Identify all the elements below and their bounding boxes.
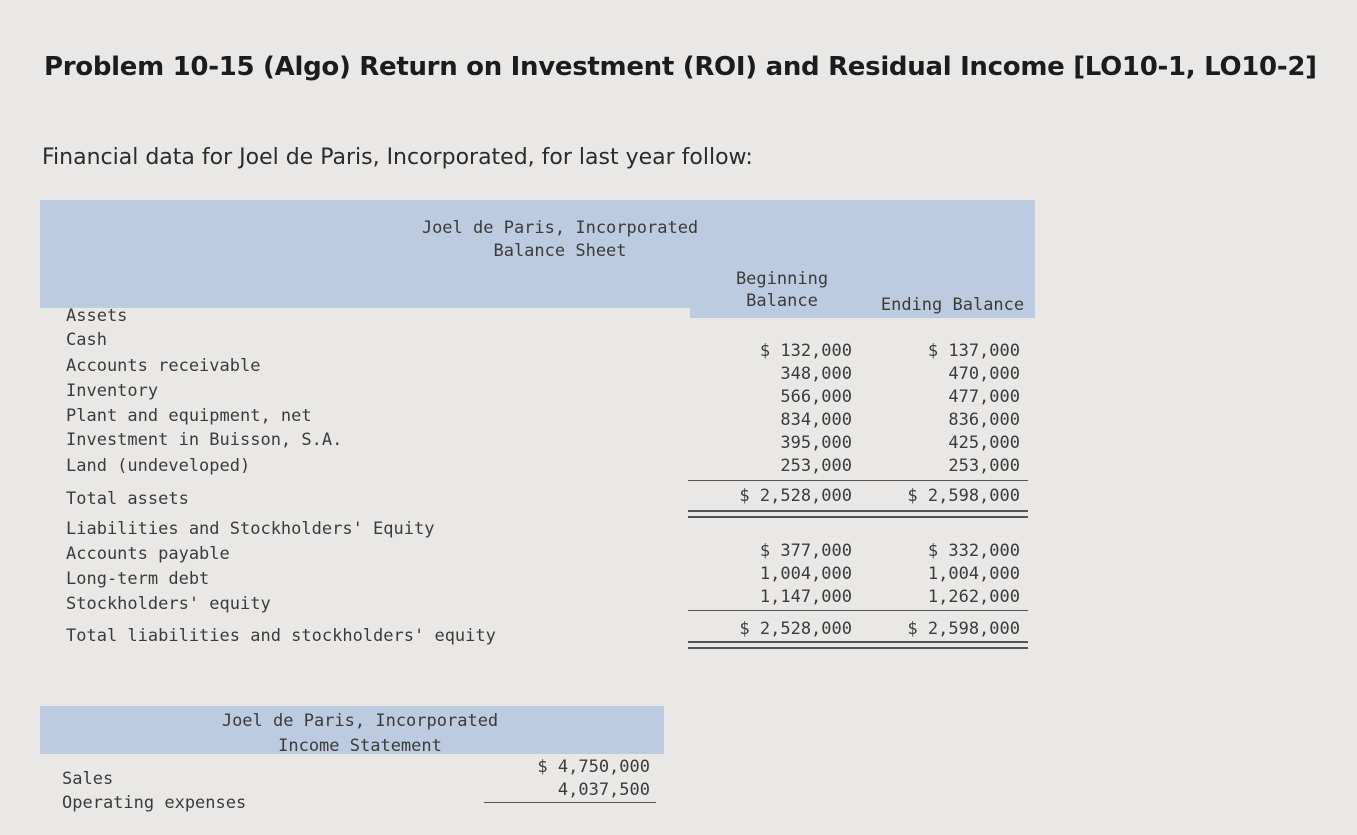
asset-ending-value: $ 137,000 — [927, 341, 1020, 361]
liability-label: Long-term debt — [66, 569, 210, 589]
asset-beginning-value: 566,000 — [780, 387, 852, 407]
asset-ending-value: 470,000 — [948, 364, 1020, 384]
problem-title: Problem 10-15 (Algo) Return on Investment (ROI) and Residual Income [LO10-1, LO10-2] — [44, 52, 1317, 82]
intro-text: Financial data for Joel de Paris, Incorporated, for last year follow: — [42, 145, 753, 170]
subtotal-rule — [484, 802, 656, 803]
income-row-amount: 4,037,500 — [557, 780, 650, 800]
total-liabilities-beginning: $ 2,528,000 — [739, 619, 852, 639]
asset-ending-value: 425,000 — [948, 433, 1020, 453]
total-assets-double-rule — [688, 510, 1028, 518]
asset-label: Land (undeveloped) — [66, 456, 251, 476]
beginning-header-line-1: Beginning — [735, 269, 829, 289]
subtotal-rule — [688, 610, 1028, 611]
total-liabilities-double-rule — [688, 641, 1028, 649]
total-liabilities-label: Total liabilities and stockholders' equity — [66, 626, 496, 646]
asset-label: Inventory — [66, 381, 159, 401]
liability-beginning-value: 1,147,000 — [759, 587, 852, 607]
asset-beginning-value: $ 132,000 — [759, 341, 852, 361]
liabilities-heading: Liabilities and Stockholders' Equity — [66, 519, 435, 539]
liability-beginning-value: $ 377,000 — [759, 541, 852, 561]
liability-beginning-value: 1,004,000 — [759, 564, 852, 584]
income-statement-title: Income Statement — [278, 736, 442, 756]
balance-sheet-company: Joel de Paris, Incorporated — [421, 218, 699, 238]
asset-label: Plant and equipment, net — [66, 406, 312, 426]
balance-sheet-title: Balance Sheet — [493, 241, 627, 261]
total-assets-label: Total assets — [66, 489, 189, 509]
beginning-balance-header — [712, 268, 852, 312]
income-row-label: Sales — [62, 769, 114, 789]
beginning-header-line-2: Balance — [746, 291, 818, 311]
liability-label: Stockholders' equity — [66, 594, 271, 614]
liability-ending-value: 1,262,000 — [927, 587, 1020, 607]
asset-ending-value: 477,000 — [948, 387, 1020, 407]
asset-beginning-value: 395,000 — [780, 433, 852, 453]
ending-balance-header: Ending Balance — [880, 295, 1025, 315]
asset-beginning-value: 834,000 — [780, 410, 852, 430]
asset-beginning-value: 253,000 — [780, 456, 852, 476]
asset-label: Investment in Buisson, S.A. — [66, 430, 343, 450]
income-statement-company: Joel de Paris, Incorporated — [221, 711, 499, 731]
subtotal-rule — [688, 480, 1028, 481]
liability-ending-value: 1,004,000 — [927, 564, 1020, 584]
asset-label: Accounts receivable — [66, 356, 261, 376]
asset-ending-value: 836,000 — [948, 410, 1020, 430]
liability-ending-value: $ 332,000 — [927, 541, 1020, 561]
asset-ending-value: 253,000 — [948, 456, 1020, 476]
assets-heading: Assets — [66, 306, 128, 326]
total-assets-beginning: $ 2,528,000 — [739, 486, 852, 506]
income-row-label: Operating expenses — [62, 793, 247, 813]
asset-beginning-value: 348,000 — [780, 364, 852, 384]
total-liabilities-ending: $ 2,598,000 — [907, 619, 1020, 639]
asset-label: Cash — [66, 330, 107, 350]
total-assets-ending: $ 2,598,000 — [907, 486, 1020, 506]
income-row-amount: $ 4,750,000 — [537, 757, 650, 777]
liability-label: Accounts payable — [66, 544, 230, 564]
